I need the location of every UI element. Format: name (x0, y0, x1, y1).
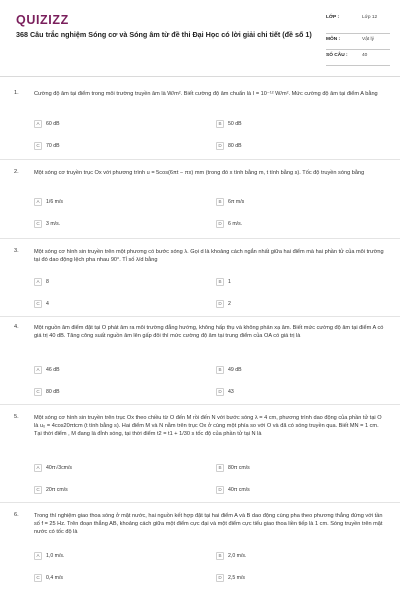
option-text: 40π cm/s (228, 486, 250, 493)
option-letter: A (34, 366, 42, 374)
option-letter: D (216, 388, 224, 396)
option-b[interactable] (216, 462, 250, 473)
option-text: 50 dB (228, 120, 242, 127)
question-number: 4. (14, 324, 19, 330)
meta-divider (326, 65, 390, 66)
option-letter: D (216, 574, 224, 582)
meta-value: 40 (362, 53, 368, 58)
question-divider (0, 316, 400, 317)
option-letter: B (216, 278, 224, 286)
worksheet-meta (326, 12, 390, 66)
option-text: 1,0 m/s. (46, 552, 65, 559)
option-d[interactable] (216, 140, 242, 151)
option-letter: A (34, 552, 42, 560)
meta-row-grade (326, 12, 390, 34)
option-c[interactable] (34, 298, 49, 309)
option-c[interactable] (34, 218, 60, 229)
option-text: 70 dB (46, 142, 60, 149)
option-letter: B (216, 552, 224, 560)
option-letter: B (216, 464, 224, 472)
option-text: 4 (46, 300, 49, 307)
option-d[interactable] (216, 386, 234, 397)
option-text: 2,0 m/s. (228, 552, 247, 559)
option-a[interactable] (34, 118, 60, 129)
option-letter: C (34, 486, 42, 494)
option-c[interactable] (34, 572, 63, 583)
option-a[interactable] (34, 196, 63, 207)
option-text: 2 (228, 300, 231, 307)
option-d[interactable] (216, 218, 242, 229)
question-number: 2. (14, 169, 19, 175)
option-letter: C (34, 142, 42, 150)
question-number: 1. (14, 90, 19, 96)
option-b[interactable] (216, 550, 246, 561)
option-letter: D (216, 300, 224, 308)
option-text: 20π cm/s (46, 486, 68, 493)
option-a[interactable] (34, 462, 72, 473)
option-c[interactable] (34, 484, 68, 495)
option-text: 6 m/s. (228, 220, 243, 227)
question-divider (0, 404, 400, 405)
option-letter: B (216, 120, 224, 128)
option-b[interactable] (216, 364, 242, 375)
option-text: 46 dB (46, 366, 60, 373)
quizizz-logo: QUIZIZZ (16, 13, 69, 27)
option-d[interactable] (216, 484, 250, 495)
option-text: 80 dB (46, 388, 60, 395)
question-divider (0, 502, 400, 503)
option-letter: A (34, 120, 42, 128)
option-letter: A (34, 464, 42, 472)
option-letter: C (34, 388, 42, 396)
option-text: 6π m/s (228, 198, 245, 205)
option-text: 3 m/s. (46, 220, 61, 227)
option-b[interactable] (216, 118, 242, 129)
question-text: Một nguồn âm điểm đặt tại O phát âm ra môi trường đẳng hướng, không hấp thụ và không phản xạ âm. Biết mức cường độ âm tại điểm A có giá trị 40 dB. Tăng công suất nguồn âm lên gấp đôi thì mức cường độ âm tại trung điểm của OA có giá trị là (34, 325, 384, 340)
worksheet-header (0, 0, 400, 72)
option-text: 43 (228, 388, 234, 395)
option-letter: B (216, 366, 224, 374)
option-text: 1/6 m/s (46, 198, 64, 205)
option-text: 49 dB (228, 366, 242, 373)
option-letter: C (34, 220, 42, 228)
option-b[interactable] (216, 196, 244, 207)
option-letter: C (34, 300, 42, 308)
option-text: 80 dB (228, 142, 242, 149)
option-text: 2,5 m/s (228, 574, 246, 581)
option-a[interactable] (34, 276, 49, 287)
question-text: Một sóng cơ hình sin truyền trên một phương có bước sóng λ. Gọi d là khoảng cách ngắn nhất giữa hai điểm mà hai phần tử của môi trường tại đó dao động lệch pha nhau 90°. Tỉ số λ/d bằng (34, 249, 384, 264)
option-d[interactable] (216, 572, 245, 583)
option-b[interactable] (216, 276, 231, 287)
meta-label: MÔN : (326, 37, 341, 42)
option-a[interactable] (34, 550, 64, 561)
meta-row-subject (326, 34, 390, 50)
option-text: 60 dB (46, 120, 60, 127)
option-letter: D (216, 220, 224, 228)
question-number: 6. (14, 512, 19, 518)
option-c[interactable] (34, 386, 60, 397)
question-text: Một sóng cơ truyền trục Ox với phương trình u = 5cos(6πt − πx) mm (trong đó x tính bằng m, t tính bằng s). Tốc độ truyền sóng bằng (34, 170, 365, 176)
option-a[interactable] (34, 364, 60, 375)
option-d[interactable] (216, 298, 231, 309)
option-letter: A (34, 278, 42, 286)
option-letter: A (34, 198, 42, 206)
meta-value: Vật lý (362, 37, 374, 42)
question-number: 3. (14, 248, 19, 254)
option-text: 40π√3cm/s (46, 464, 73, 471)
header-divider (0, 76, 400, 77)
option-letter: D (216, 142, 224, 150)
meta-label: SỐ CÂU : (326, 53, 348, 58)
meta-row-count (326, 50, 390, 66)
option-letter: B (216, 198, 224, 206)
option-c[interactable] (34, 140, 60, 151)
option-text: 1 (228, 278, 231, 285)
worksheet-title: 368 Câu trắc nghiệm Sóng cơ và Sóng âm từ đề thi Đại Học có lời giải chi tiết (đề số 1) (16, 30, 312, 39)
question-number: 5. (14, 414, 19, 420)
option-text: 0,4 m/s (46, 574, 64, 581)
option-text: 80π cm/s (228, 464, 250, 471)
option-text: 8 (46, 278, 49, 285)
question-text: Trong thí nghiệm giao thoa sóng ở mặt nước, hai nguồn kết hợp đặt tại hai điểm A và B dao động cùng pha theo phương thẳng đứng với tần số f = 25 Hz. Trên đoạn thẳng AB, khoảng cách giữa một điểm cực đại và một điểm cực tiểu giao thoa liền tiếp là 1 cm. Sóng truyền trên mặt nước có tốc độ là (34, 513, 383, 536)
option-letter: C (34, 574, 42, 582)
meta-label: LỚP : (326, 15, 340, 20)
question-text: Cường độ âm tại điểm trong môi trường truyền âm là W/m². Biết cường độ âm chuẩn là I = 10⁻¹² W/m². Mức cường độ âm tại điểm A bằng (34, 91, 378, 97)
question-divider (0, 238, 400, 239)
question-text: Một sóng cơ hình sin truyền trên trục Ox theo chiều từ O đến M rồi đến N với bước sóng λ = 4 cm, phương trình dao động của phần tử tại O là u₀ = 4cos20πtcm (t tính bằng s). Hai điểm M và N nằm trên trục Ox ở cùng một phía so với O và đã có sóng truyền qua. Biết MN = 1 cm. Tại thời điểm , M đang là đỉnh sóng, tại thời điểm t2 = t1 + 1/30 s tốc độ của phần tử tại N là (34, 415, 382, 438)
question-divider (0, 159, 400, 160)
option-letter: D (216, 486, 224, 494)
meta-value: Lớp 12 (362, 15, 378, 20)
